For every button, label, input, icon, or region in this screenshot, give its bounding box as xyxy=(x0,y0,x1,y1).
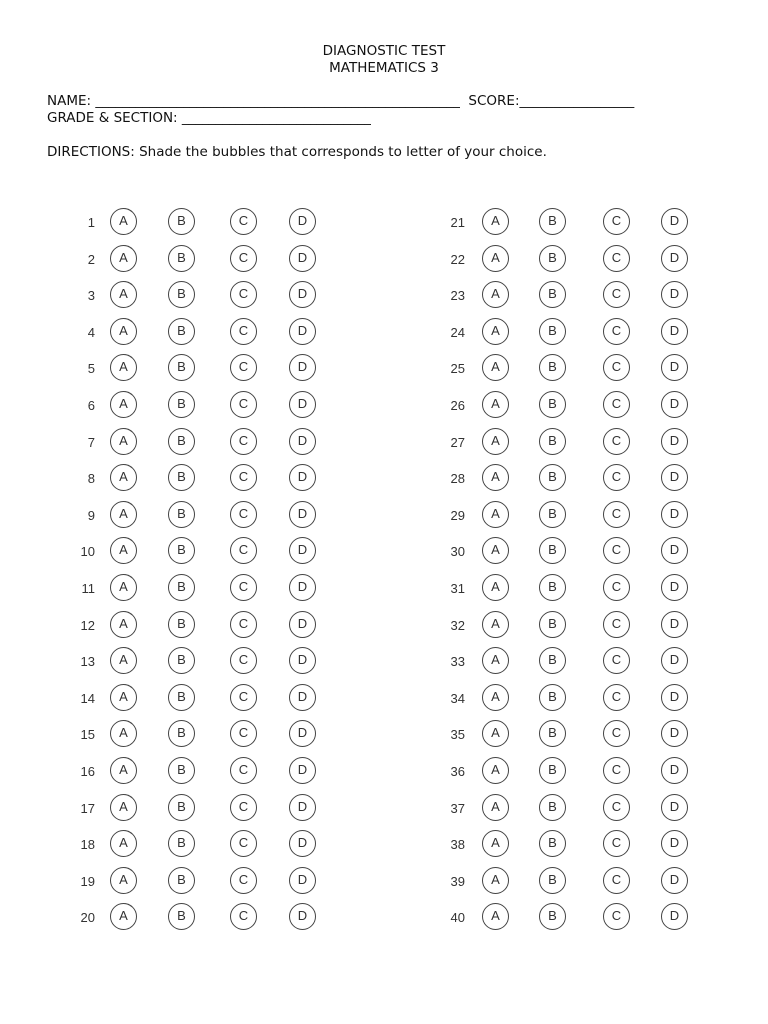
bubble-c[interactable]: C xyxy=(230,208,257,235)
bubble-a[interactable]: A xyxy=(482,867,509,894)
question-number: 26 xyxy=(450,398,465,413)
bubble-c[interactable]: C xyxy=(603,281,630,308)
bubble-c[interactable]: C xyxy=(603,245,630,272)
question-row xyxy=(425,647,725,677)
question-row xyxy=(425,757,725,787)
bubble-a[interactable]: A xyxy=(482,281,509,308)
bubble-b[interactable]: B xyxy=(168,684,195,711)
name-score-line: NAME: ______________________________________________________ SCORE:_________________ xyxy=(47,93,635,109)
bubble-c[interactable]: C xyxy=(603,684,630,711)
bubble-a[interactable]: A xyxy=(482,611,509,638)
bubble-d[interactable]: D xyxy=(661,903,688,930)
bubble-c[interactable]: C xyxy=(603,867,630,894)
question-number: 20 xyxy=(80,910,95,926)
bubble-c[interactable]: C xyxy=(603,757,630,784)
bubble-c[interactable]: C xyxy=(230,354,257,381)
bubble-b[interactable]: B xyxy=(539,794,566,821)
bubble-b[interactable]: B xyxy=(168,830,195,857)
question-row xyxy=(425,794,725,824)
bubble-d[interactable]: D xyxy=(289,574,316,601)
bubble-d[interactable]: D xyxy=(289,647,316,674)
bubble-c[interactable]: C xyxy=(603,574,630,601)
question-row xyxy=(60,757,360,787)
question-number: 22 xyxy=(450,251,465,267)
bubble-b[interactable]: B xyxy=(168,208,195,235)
bubble-c[interactable]: C xyxy=(230,830,257,857)
bubble-b[interactable]: B xyxy=(539,647,566,674)
bubble-a[interactable]: A xyxy=(110,208,137,235)
bubble-d[interactable]: D xyxy=(661,464,688,491)
question-row xyxy=(60,903,360,933)
question-row xyxy=(60,501,360,531)
bubble-a[interactable]: A xyxy=(110,354,137,381)
question-number: 25 xyxy=(450,361,465,377)
question-row xyxy=(60,464,360,494)
bubble-d[interactable]: D xyxy=(289,245,316,272)
question-number: 1 xyxy=(87,215,95,230)
bubble-c[interactable]: C xyxy=(230,501,257,528)
bubble-a[interactable]: A xyxy=(482,574,509,601)
question-number: 21 xyxy=(450,215,465,230)
question-row xyxy=(60,611,360,641)
answer-column-left xyxy=(60,200,360,940)
bubble-b[interactable]: B xyxy=(539,757,566,784)
question-row xyxy=(60,391,360,421)
question-number: 23 xyxy=(450,288,465,304)
bubble-b[interactable]: B xyxy=(168,501,195,528)
bubble-b[interactable]: B xyxy=(539,867,566,894)
bubble-b[interactable]: B xyxy=(539,208,566,235)
bubble-c[interactable]: C xyxy=(603,794,630,821)
bubble-a[interactable]: A xyxy=(482,354,509,381)
bubble-b[interactable]: B xyxy=(539,574,566,601)
question-row xyxy=(425,354,725,384)
question-number: 27 xyxy=(450,434,465,450)
bubble-a[interactable]: A xyxy=(110,574,137,601)
bubble-b[interactable]: B xyxy=(168,428,195,455)
bubble-c[interactable]: C xyxy=(230,537,257,564)
bubble-b[interactable]: B xyxy=(539,464,566,491)
bubble-b[interactable]: B xyxy=(168,757,195,784)
question-row xyxy=(60,354,360,384)
question-row xyxy=(425,501,725,531)
question-number: 13 xyxy=(80,654,95,670)
bubble-b[interactable]: B xyxy=(539,391,566,418)
question-number: 8 xyxy=(87,471,95,487)
bubble-c[interactable]: C xyxy=(230,281,257,308)
bubble-d[interactable]: D xyxy=(289,208,316,235)
bubble-a[interactable]: A xyxy=(482,794,509,821)
bubble-d[interactable]: D xyxy=(289,281,316,308)
bubble-c[interactable]: C xyxy=(230,611,257,638)
bubble-c[interactable]: C xyxy=(603,537,630,564)
question-row xyxy=(425,830,725,860)
question-number: 17 xyxy=(80,800,95,816)
bubble-d[interactable]: D xyxy=(661,428,688,455)
question-number: 33 xyxy=(450,654,465,670)
question-row xyxy=(60,208,360,238)
question-number: 34 xyxy=(450,690,465,706)
question-number: 18 xyxy=(80,837,95,853)
bubble-d[interactable]: D xyxy=(661,501,688,528)
bubble-b[interactable]: B xyxy=(539,537,566,564)
bubble-c[interactable]: C xyxy=(230,720,257,747)
bubble-d[interactable]: D xyxy=(661,867,688,894)
grade-section-line: GRADE & SECTION: ____________________________ xyxy=(47,110,371,126)
bubble-a[interactable]: A xyxy=(110,318,137,345)
bubble-a[interactable]: A xyxy=(110,830,137,857)
bubble-b[interactable]: B xyxy=(168,611,195,638)
question-number: 35 xyxy=(450,727,465,743)
question-number: 3 xyxy=(87,288,95,304)
bubble-c[interactable]: C xyxy=(603,501,630,528)
question-row xyxy=(425,208,725,238)
bubble-d[interactable]: D xyxy=(661,574,688,601)
bubble-b[interactable]: B xyxy=(168,647,195,674)
bubble-a[interactable]: A xyxy=(482,391,509,418)
bubble-a[interactable]: A xyxy=(482,903,509,930)
bubble-b[interactable]: B xyxy=(168,281,195,308)
question-row xyxy=(60,537,360,567)
bubble-b[interactable]: B xyxy=(539,354,566,381)
question-row xyxy=(425,611,725,641)
bubble-a[interactable]: A xyxy=(482,464,509,491)
bubble-b[interactable]: B xyxy=(168,903,195,930)
bubble-c[interactable]: C xyxy=(603,354,630,381)
bubble-c[interactable]: C xyxy=(603,428,630,455)
bubble-d[interactable]: D xyxy=(661,391,688,418)
bubble-a[interactable]: A xyxy=(110,757,137,784)
bubble-b[interactable]: B xyxy=(539,428,566,455)
bubble-a[interactable]: A xyxy=(110,281,137,308)
bubble-d[interactable]: D xyxy=(289,867,316,894)
question-row xyxy=(60,684,360,714)
bubble-a[interactable]: A xyxy=(110,684,137,711)
bubble-a[interactable]: A xyxy=(482,757,509,784)
bubble-a[interactable]: A xyxy=(110,720,137,747)
bubble-c[interactable]: C xyxy=(603,830,630,857)
answer-column-right xyxy=(425,200,715,940)
page-title: DIAGNOSTIC TEST xyxy=(322,43,446,59)
question-row xyxy=(60,647,360,677)
bubble-d[interactable]: D xyxy=(661,684,688,711)
bubble-a[interactable]: A xyxy=(110,464,137,491)
question-number: 24 xyxy=(450,324,465,340)
bubble-b[interactable]: B xyxy=(539,830,566,857)
bubble-c[interactable]: C xyxy=(603,903,630,930)
question-row xyxy=(60,794,360,824)
question-number: 31 xyxy=(450,581,465,596)
bubble-d[interactable]: D xyxy=(661,794,688,821)
question-row xyxy=(425,245,725,275)
bubble-a[interactable]: A xyxy=(482,720,509,747)
bubble-c[interactable]: C xyxy=(230,391,257,418)
bubble-d[interactable]: D xyxy=(289,757,316,784)
directions-text: DIRECTIONS: Shade the bubbles that corresponds to letter of your choice. xyxy=(47,144,547,160)
bubble-b[interactable]: B xyxy=(539,501,566,528)
bubble-d[interactable]: D xyxy=(661,318,688,345)
question-row xyxy=(60,245,360,275)
question-number: 39 xyxy=(450,873,465,889)
bubble-c[interactable]: C xyxy=(230,574,257,601)
bubble-b[interactable]: B xyxy=(168,537,195,564)
bubble-a[interactable]: A xyxy=(110,245,137,272)
question-number: 2 xyxy=(87,251,95,267)
bubble-c[interactable]: C xyxy=(603,611,630,638)
bubble-a[interactable]: A xyxy=(482,830,509,857)
bubble-a[interactable]: A xyxy=(110,794,137,821)
question-number: 29 xyxy=(450,507,465,523)
bubble-d[interactable]: D xyxy=(289,501,316,528)
question-number: 6 xyxy=(87,398,95,413)
question-row xyxy=(425,867,725,897)
bubble-b[interactable]: B xyxy=(539,281,566,308)
question-number: 30 xyxy=(450,544,465,560)
bubble-b[interactable]: B xyxy=(168,354,195,381)
question-row xyxy=(425,464,725,494)
bubble-b[interactable]: B xyxy=(168,391,195,418)
bubble-d[interactable]: D xyxy=(289,391,316,418)
bubble-c[interactable]: C xyxy=(603,464,630,491)
bubble-a[interactable]: A xyxy=(482,647,509,674)
question-number: 37 xyxy=(450,800,465,816)
bubble-b[interactable]: B xyxy=(168,464,195,491)
bubble-a[interactable]: A xyxy=(482,428,509,455)
bubble-d[interactable]: D xyxy=(661,537,688,564)
question-number: 32 xyxy=(450,617,465,633)
bubble-a[interactable]: A xyxy=(110,428,137,455)
bubble-d[interactable]: D xyxy=(661,720,688,747)
bubble-b[interactable]: B xyxy=(168,245,195,272)
question-number: 28 xyxy=(450,471,465,487)
question-number: 36 xyxy=(450,764,465,779)
question-row xyxy=(60,318,360,348)
page-subtitle: MATHEMATICS 3 xyxy=(329,60,439,76)
bubble-d[interactable]: D xyxy=(661,281,688,308)
bubble-a[interactable]: A xyxy=(482,684,509,711)
bubble-d[interactable]: D xyxy=(289,428,316,455)
question-number: 10 xyxy=(80,544,95,560)
bubble-c[interactable]: C xyxy=(603,208,630,235)
bubble-a[interactable]: A xyxy=(482,208,509,235)
bubble-c[interactable]: C xyxy=(230,684,257,711)
question-number: 15 xyxy=(80,727,95,743)
bubble-b[interactable]: B xyxy=(539,611,566,638)
bubble-d[interactable]: D xyxy=(661,830,688,857)
question-number: 5 xyxy=(87,361,95,377)
question-number: 7 xyxy=(87,434,95,450)
bubble-c[interactable]: C xyxy=(230,428,257,455)
question-row xyxy=(60,574,360,604)
bubble-a[interactable]: A xyxy=(482,318,509,345)
bubble-d[interactable]: D xyxy=(289,794,316,821)
bubble-a[interactable]: A xyxy=(482,245,509,272)
bubble-a[interactable]: A xyxy=(482,501,509,528)
bubble-d[interactable]: D xyxy=(289,684,316,711)
bubble-a[interactable]: A xyxy=(110,501,137,528)
bubble-a[interactable]: A xyxy=(110,611,137,638)
bubble-c[interactable]: C xyxy=(603,647,630,674)
question-row xyxy=(425,428,725,458)
bubble-d[interactable]: D xyxy=(661,647,688,674)
bubble-a[interactable]: A xyxy=(110,537,137,564)
bubble-d[interactable]: D xyxy=(289,720,316,747)
question-number: 4 xyxy=(87,324,95,340)
bubble-b[interactable]: B xyxy=(168,318,195,345)
bubble-a[interactable]: A xyxy=(110,647,137,674)
bubble-c[interactable]: C xyxy=(230,464,257,491)
bubble-a[interactable]: A xyxy=(110,391,137,418)
question-row xyxy=(425,574,725,604)
bubble-d[interactable]: D xyxy=(289,830,316,857)
bubble-d[interactable]: D xyxy=(289,464,316,491)
question-row xyxy=(60,867,360,897)
bubble-b[interactable]: B xyxy=(168,720,195,747)
question-row xyxy=(60,428,360,458)
bubble-c[interactable]: C xyxy=(230,245,257,272)
question-number: 38 xyxy=(450,837,465,853)
bubble-d[interactable]: D xyxy=(289,354,316,381)
bubble-b[interactable]: B xyxy=(539,245,566,272)
question-number: 16 xyxy=(80,764,95,779)
question-row xyxy=(60,281,360,311)
bubble-c[interactable]: C xyxy=(603,318,630,345)
bubble-d[interactable]: D xyxy=(289,318,316,345)
question-row xyxy=(425,903,725,933)
bubble-c[interactable]: C xyxy=(603,720,630,747)
question-row xyxy=(425,391,725,421)
bubble-d[interactable]: D xyxy=(289,611,316,638)
bubble-c[interactable]: C xyxy=(230,647,257,674)
question-number: 19 xyxy=(80,873,95,889)
bubble-b[interactable]: B xyxy=(539,318,566,345)
question-number: 14 xyxy=(80,690,95,706)
bubble-a[interactable]: A xyxy=(110,867,137,894)
bubble-b[interactable]: B xyxy=(168,794,195,821)
bubble-a[interactable]: A xyxy=(482,537,509,564)
question-row xyxy=(425,318,725,348)
question-number: 11 xyxy=(81,581,95,596)
question-row xyxy=(425,537,725,567)
bubble-b[interactable]: B xyxy=(539,903,566,930)
bubble-d[interactable]: D xyxy=(289,537,316,564)
question-row xyxy=(60,830,360,860)
bubble-d[interactable]: D xyxy=(289,903,316,930)
bubble-b[interactable]: B xyxy=(168,867,195,894)
question-row xyxy=(425,720,725,750)
question-number: 9 xyxy=(87,507,95,523)
bubble-b[interactable]: B xyxy=(168,574,195,601)
bubble-c[interactable]: C xyxy=(230,757,257,784)
bubble-d[interactable]: D xyxy=(661,208,688,235)
bubble-d[interactable]: D xyxy=(661,611,688,638)
question-row xyxy=(60,720,360,750)
bubble-c[interactable]: C xyxy=(603,391,630,418)
question-row xyxy=(425,281,725,311)
bubble-d[interactable]: D xyxy=(661,354,688,381)
question-number: 12 xyxy=(80,617,95,633)
bubble-a[interactable]: A xyxy=(110,903,137,930)
bubble-c[interactable]: C xyxy=(230,867,257,894)
bubble-b[interactable]: B xyxy=(539,684,566,711)
bubble-d[interactable]: D xyxy=(661,245,688,272)
bubble-c[interactable]: C xyxy=(230,903,257,930)
bubble-b[interactable]: B xyxy=(539,720,566,747)
bubble-c[interactable]: C xyxy=(230,794,257,821)
bubble-c[interactable]: C xyxy=(230,318,257,345)
question-row xyxy=(425,684,725,714)
bubble-d[interactable]: D xyxy=(661,757,688,784)
question-number: 40 xyxy=(450,910,465,926)
